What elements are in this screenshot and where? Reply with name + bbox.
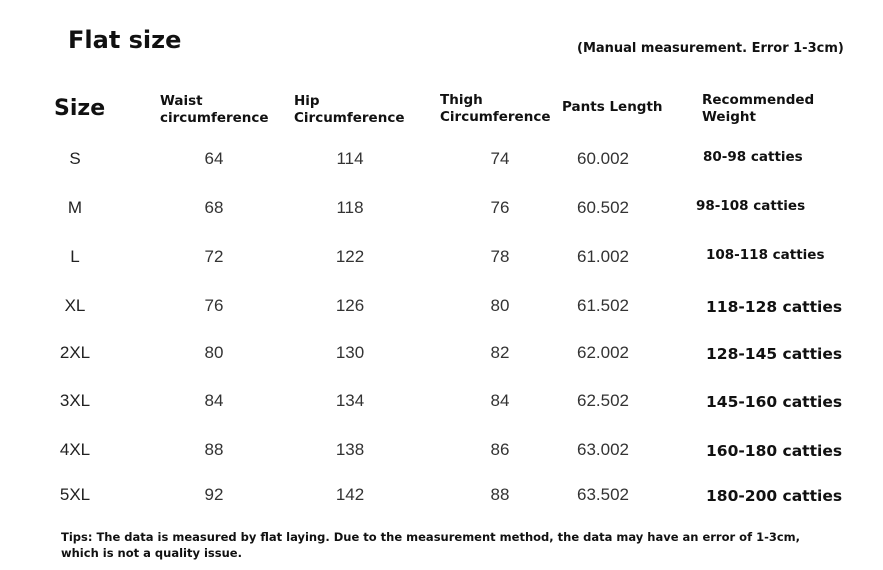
cell-weight: 145-160 catties: [706, 393, 843, 411]
measurement-note: (Manual measurement. Error 1-3cm): [577, 41, 844, 56]
cell-length: 61.502: [577, 296, 629, 315]
cell-size: S: [69, 149, 81, 168]
cell-thigh: 78: [490, 247, 510, 266]
cell-hip: 118: [336, 198, 364, 217]
header-recommended-weight: Recommended Weight: [702, 92, 815, 125]
cell-length: 63.002: [577, 440, 629, 459]
cell-hip: 142: [335, 485, 365, 504]
cell-waist: 76: [204, 296, 224, 315]
cell-thigh: 84: [490, 391, 510, 410]
cell-thigh: 76: [490, 198, 510, 217]
header-waist: Waist circumference: [160, 93, 269, 126]
cell-hip: 122: [335, 247, 365, 266]
cell-length: 60.502: [577, 198, 629, 217]
cell-weight: 108-118 catties: [706, 247, 825, 263]
cell-hip: 134: [335, 391, 365, 410]
cell-length: 62.002: [577, 343, 629, 362]
cell-weight: 80-98 catties: [703, 149, 803, 165]
cell-size: 5XL: [59, 485, 91, 504]
cell-waist: 92: [204, 485, 224, 504]
cell-hip: 126: [335, 296, 365, 315]
cell-size: 4XL: [59, 440, 91, 459]
cell-waist: 88: [204, 440, 224, 459]
cell-length: 60.002: [577, 149, 629, 168]
cell-length: 61.002: [577, 247, 629, 266]
tips-text: Tips: The data is measured by flat laying. Due to the measurement method, the data may have an error of 1-3cm, which is not a quality issue.: [61, 530, 801, 560]
cell-length: 63.502: [577, 485, 629, 504]
header-pants-length: Pants Length: [562, 99, 663, 115]
cell-weight: 180-200 catties: [706, 487, 843, 505]
page-title: Flat size: [68, 26, 182, 54]
cell-length: 62.502: [577, 391, 629, 410]
header-thigh: Thigh Circumference: [440, 92, 551, 125]
cell-size: L: [70, 247, 80, 266]
cell-waist: 68: [204, 198, 224, 217]
cell-thigh: 74: [490, 149, 510, 168]
cell-weight: 98-108 catties: [696, 198, 806, 214]
cell-hip: 130: [335, 343, 365, 362]
cell-hip: 138: [335, 440, 365, 459]
cell-size: 3XL: [59, 391, 91, 410]
cell-thigh: 86: [490, 440, 510, 459]
cell-waist: 84: [204, 391, 224, 410]
cell-size: 2XL: [59, 343, 91, 362]
cell-thigh: 80: [490, 296, 510, 315]
cell-waist: 80: [204, 343, 224, 362]
cell-size: M: [67, 198, 83, 217]
cell-thigh: 82: [490, 343, 510, 362]
cell-thigh: 88: [490, 485, 510, 504]
cell-weight: 128-145 catties: [706, 345, 843, 363]
cell-hip: 114: [336, 149, 364, 168]
header-size: Size: [54, 96, 106, 121]
cell-weight: 118-128 catties: [706, 298, 843, 316]
cell-waist: 72: [204, 247, 224, 266]
header-hip: Hip Circumference: [294, 93, 405, 126]
cell-weight: 160-180 catties: [706, 442, 843, 460]
cell-waist: 64: [204, 149, 224, 168]
cell-size: XL: [64, 296, 86, 315]
